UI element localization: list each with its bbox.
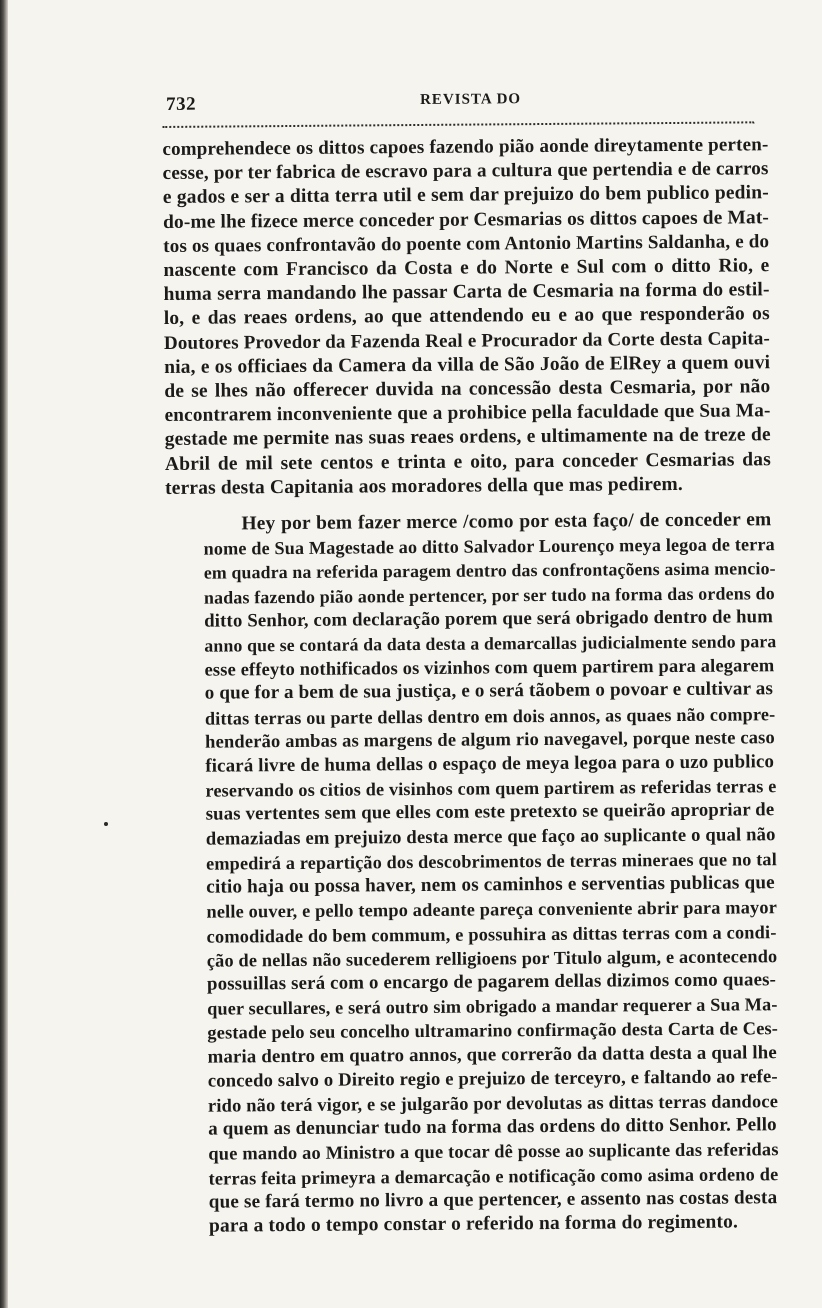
text-line: nascente com Francisco da Costa e do Norte e Sul com o ditto Rio, e	[163, 255, 770, 282]
text-line: de se lhes não offerecer duvida na concessão desta Cesmaria, por não	[164, 376, 771, 403]
paragraph-2	[165, 508, 777, 1239]
text-line: terras feita primeyra a demarcação e notificação como asima ordeno de	[208, 1163, 779, 1189]
text-line: demaziadas em prejuizo desta merce que faço ao suplicante o qual não	[205, 823, 776, 850]
text-line: maria dentro em quatro annos, que correrão da datta desta a qual lhe	[207, 1041, 777, 1068]
text-line: nome de Sua Magestade ao ditto Salvador Lourenço meya legoa de terra	[203, 534, 775, 559]
text-line: o que for a bem de sua justiça, e o será tãobem o povoar e cultivar as	[204, 678, 774, 705]
text-line: lo, e das reaes ordens, ao que attendendo eu e ao que responderão os	[163, 303, 770, 330]
running-head	[162, 87, 768, 116]
text-line: e gados e ser a ditta terra util e sem dar prejuizo do bem publico pedin-	[162, 182, 769, 209]
text-line: empedirá a repartição dos descobrimentos de terras mineraes que no tal	[205, 849, 777, 874]
ink-speck	[104, 822, 108, 826]
text-line: huma serra mandando lhe passar Carta de Cesmaria na forma do estil-	[163, 279, 770, 306]
page-number: 732	[166, 93, 197, 115]
text-line: tos os quaes confrontavão do poente com Antonio Martins Saldanha, e do	[163, 231, 770, 257]
text-line: quer secullares, e será outro sim obrigado a mandar requerer a Sua Ma-	[207, 994, 778, 1019]
text-line: henderão ambas as margens de algum rio navegavel, porque neste caso	[205, 727, 775, 753]
text-line: Hey por bem fazer merce /como por esta faço/ de conceder em	[241, 509, 772, 535]
text-line: dittas terras ou parte dellas dentro em dois annos, as quaes não compre-	[204, 703, 776, 729]
text-line: gestade pelo seu concelho ultramarino confirmação desta Carta de Ces-	[207, 1018, 779, 1043]
text-line: Abril de mil sete centos e trinta e oito, para conceder Cesmarias das	[164, 448, 771, 475]
text-line: que mando ao Ministro a que tocar dê posse ao suplicante das referidas	[208, 1139, 779, 1164]
text-line: suas vertentes sem que elles com este pretexto se queirão apropriar de	[205, 799, 775, 826]
text-line: cesse, por ter fabrica de escravo para a cultura que pertendia e de carros	[162, 158, 769, 185]
text-line: encontrarem inconveniente que a prohibice pella faculdade que Sua Ma-	[164, 400, 771, 427]
text-line: ditto Senhor, com declaração porem que será obrigado dentro de hum	[204, 606, 774, 632]
text-line: anno que se contará da data desta a demarcallas judicialmente sendo para	[204, 631, 777, 656]
text-line: ção de nellas não sucederem relligioens por Titulo algum, e acontecendo	[206, 945, 778, 971]
book-spine-edge	[0, 0, 8, 1308]
text-line: para a todo o tempo constar o referido na forma do regimento.	[208, 1211, 739, 1237]
text-line: comprehendece os dittos capoes fazendo pião aonde direytamente perten-	[162, 134, 769, 160]
text-line: rido não terá vigor, e se julgarão por devolutas as dittas terras dandoce	[207, 1091, 779, 1116]
text-line: nia, e os officiaes da Camera da villa de São João de ElRey a quem ouvi	[164, 352, 771, 378]
paragraph-1	[162, 133, 771, 501]
text-line: concedo salvo o Direito regio e prejuizo de terceyro, e faltando ao refe-	[207, 1065, 778, 1092]
text-line: do-me lhe fizece merce conceder por Cesmarias os dittos capoes de Mat-	[162, 206, 770, 233]
body-text	[162, 133, 777, 1239]
text-line: possuillas será com o encargo de pagarem dellas dizimos como quaes-	[206, 969, 777, 995]
text-line: gestade me permite nas suas reaes ordens, e ultimamente na de treze de	[164, 424, 771, 451]
text-line: ficará livre de huma dellas o espaço de meya legoa para o uzo publico	[205, 751, 775, 777]
text-line: reservando os citios de visinhos com quem partirem as referidas terras e	[205, 776, 777, 801]
text-line: nelle ouver, e pello tempo adeante pareça conveniente abrir para mayor	[206, 897, 778, 922]
text-line: em quadra na referida paragem dentro das confrontaçõens asima mencio-	[203, 558, 776, 584]
text-line: a quem as denunciar tudo na forma das ordens do ditto Senhor. Pello	[208, 1114, 777, 1140]
running-title: REVISTA DO	[420, 91, 522, 108]
text-line: nadas fazendo pião aonde pertencer, por ser tudo na forma das ordens do	[203, 582, 775, 608]
text-line: que se fará termo no livro a que pertencer, e assento nas costas desta	[208, 1186, 778, 1213]
text-line: esse effeyto nothificados os vizinhos com quem partirem para alegarem	[204, 655, 775, 680]
text-line: terras desta Capitania aos moradores della que mas pedirem.	[165, 473, 683, 499]
text-line: citio haja ou possa haver, nem os caminhos e serventias publicas que	[206, 872, 775, 898]
header-rule	[162, 121, 754, 128]
book-page	[162, 87, 777, 1239]
text-line: comodidade do bem commum, e possuhira as dittas terras com a condi-	[206, 921, 777, 947]
text-line: Doutores Provedor da Fazenda Real e Procurador da Corte desta Capita-	[163, 327, 771, 354]
